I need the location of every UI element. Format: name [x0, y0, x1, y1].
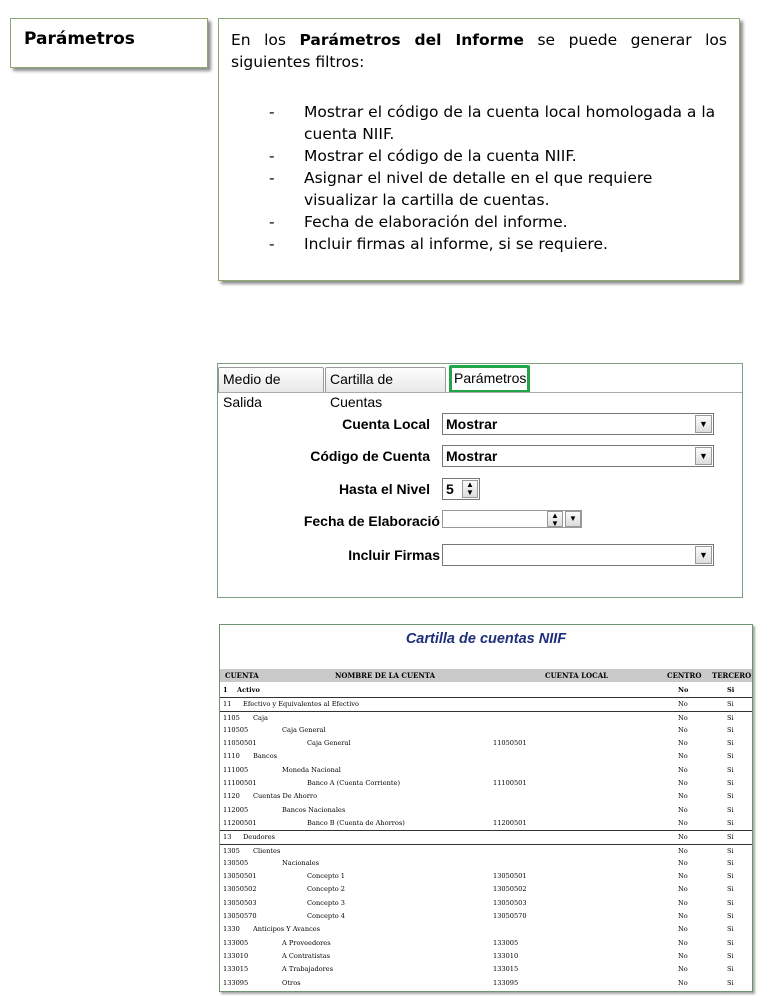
row-name: Nacionales	[282, 858, 320, 867]
row-tercero: Si	[727, 925, 734, 934]
cuenta-local-label: Cuenta Local	[342, 416, 430, 432]
chevron-down-icon[interactable]: ▼	[695, 546, 712, 564]
row-code: 1330	[223, 925, 240, 934]
row-code: 130505	[223, 858, 249, 867]
row-name: A Proveedores	[282, 938, 331, 947]
tab-parametros[interactable]: Parámetros	[449, 365, 530, 393]
row-code: 13050570	[223, 912, 257, 921]
row-tercero: Si	[727, 978, 734, 987]
header-cuenta: CUENTA	[225, 671, 259, 680]
hasta-nivel-value: 5	[446, 481, 454, 497]
row-codigo-cuenta	[218, 445, 742, 469]
row-name: Activo	[237, 686, 260, 694]
row-code: 11	[223, 700, 232, 709]
row-centro: No	[678, 713, 688, 722]
table-row	[220, 790, 752, 803]
table-row	[220, 844, 752, 857]
table-row	[220, 711, 752, 724]
row-name: Bancos	[253, 752, 278, 761]
row-name: Caja	[253, 713, 268, 722]
row-name: Cuentas De Ahorro	[253, 792, 318, 801]
row-local: 133005	[493, 938, 519, 947]
table-row	[220, 937, 752, 950]
row-name: Clientes	[253, 846, 281, 855]
row-code: 13050501	[223, 872, 257, 881]
table-row	[220, 737, 752, 750]
row-code: 13050503	[223, 898, 257, 907]
header-local: CUENTA LOCAL	[545, 671, 609, 680]
cuenta-local-select[interactable]	[442, 413, 714, 435]
row-tercero: Si	[727, 872, 734, 881]
row-tercero: Si	[727, 938, 734, 947]
row-code: 1120	[223, 792, 240, 801]
intro-suffix: se puede generar los siguientes filtros:	[231, 31, 727, 71]
table-row	[220, 923, 752, 936]
row-code: 112005	[223, 805, 249, 814]
row-name: Bancos Nacionales	[282, 805, 346, 814]
chevron-down-icon[interactable]: ▼	[695, 415, 712, 433]
table-row	[220, 684, 752, 697]
intro-prefix: En los	[231, 31, 286, 49]
row-local: 13050501	[493, 872, 527, 881]
row-tercero: Si	[727, 686, 735, 694]
row-name: Concepto 1	[307, 872, 345, 881]
row-tercero: Si	[727, 713, 734, 722]
report-header	[220, 669, 752, 682]
row-tercero: Si	[727, 805, 734, 814]
row-name: Banco B (Cuenta de Ahorros)	[307, 818, 405, 827]
section-label-box	[10, 18, 208, 68]
row-local: 133095	[493, 978, 519, 987]
table-row	[220, 897, 752, 910]
row-code: 1	[223, 686, 228, 694]
row-code: 111005	[223, 765, 249, 774]
table-row	[220, 804, 752, 817]
row-tercero: Si	[727, 765, 734, 774]
spinner-arrows-icon[interactable]: ▲ ▼	[547, 511, 563, 527]
row-tercero: Si	[727, 752, 734, 761]
row-code: 11200501	[223, 818, 257, 827]
table-row	[220, 724, 752, 737]
codigo-cuenta-value: Mostrar	[446, 448, 498, 464]
row-centro: No	[678, 898, 688, 907]
table-row	[220, 963, 752, 976]
tab-cartilla-de-cuentas[interactable]: Cartilla de Cuentas	[325, 367, 446, 392]
row-tercero: Si	[727, 792, 734, 801]
row-centro: No	[678, 725, 688, 734]
row-name: Concepto 4	[307, 912, 345, 921]
filters-list	[231, 101, 727, 255]
row-tercero: Si	[727, 700, 734, 709]
spinner-arrows-icon[interactable]: ▲ ▼	[462, 480, 478, 498]
cuenta-local-value: Mostrar	[446, 416, 498, 432]
row-local: 11050501	[493, 739, 527, 748]
row-code: 133015	[223, 965, 249, 974]
fecha-label: Fecha de Elaboració	[303, 513, 440, 529]
row-name: Efectivo y Equivalentes al Efectivo	[243, 700, 359, 709]
table-row	[220, 870, 752, 883]
row-name: Otros	[282, 978, 301, 987]
codigo-cuenta-select[interactable]	[442, 445, 714, 467]
row-code: 133010	[223, 951, 249, 960]
firmas-label: Incluir Firmas	[348, 547, 440, 563]
report-rows	[220, 684, 752, 990]
row-centro: No	[678, 912, 688, 921]
row-centro: No	[678, 752, 688, 761]
row-tercero: Si	[727, 965, 734, 974]
row-local: 13050503	[493, 898, 527, 907]
row-code: 11050501	[223, 739, 257, 748]
row-code: 13050502	[223, 885, 257, 894]
firmas-select[interactable]	[442, 544, 714, 566]
row-local: 11100501	[493, 779, 527, 788]
table-row	[220, 910, 752, 923]
row-tercero: Si	[727, 912, 734, 921]
row-name: Caja General	[282, 725, 326, 734]
row-centro: No	[678, 885, 688, 894]
tab-divider	[218, 392, 742, 393]
row-name: Concepto 3	[307, 898, 345, 907]
row-centro: No	[678, 872, 688, 881]
row-local: 11200501	[493, 818, 527, 827]
row-tercero: Si	[727, 846, 734, 855]
table-row	[220, 777, 752, 790]
row-centro: No	[678, 805, 688, 814]
row-local: 133015	[493, 965, 519, 974]
row-centro: No	[678, 792, 688, 801]
row-tercero: Si	[727, 818, 734, 827]
row-code: 1110	[223, 752, 240, 761]
parametros-dialog	[217, 363, 743, 598]
row-centro: No	[678, 925, 688, 934]
row-centro: No	[678, 818, 688, 827]
row-tercero: Si	[727, 739, 734, 748]
row-local: 13050570	[493, 912, 527, 921]
tab-bar	[218, 364, 742, 410]
row-code: 133005	[223, 938, 249, 947]
row-local: 13050502	[493, 885, 527, 894]
filter-item: - Mostrar el código de la cuenta NIIF.	[269, 145, 727, 167]
row-code: 11100501	[223, 779, 257, 788]
row-code: 110505	[223, 725, 249, 734]
hasta-nivel-label: Hasta el Nivel	[338, 481, 430, 497]
row-name: Banco A (Cuenta Corriente)	[307, 779, 401, 788]
intro-bold: Parámetros del Informe	[299, 31, 524, 49]
row-tercero: Si	[727, 898, 734, 907]
filter-item: - Incluir firmas al informe, si se requiere.	[269, 233, 727, 255]
row-centro: No	[678, 686, 689, 694]
row-name: Anticipos Y Avances	[253, 925, 321, 934]
chevron-down-icon[interactable]: ▼	[565, 511, 581, 527]
row-tercero: Si	[727, 833, 734, 842]
description-box	[218, 18, 740, 281]
row-name: Caja General	[307, 739, 351, 748]
header-centro: CENTRO	[667, 671, 702, 680]
table-row	[220, 764, 752, 777]
row-local: 133010	[493, 951, 519, 960]
row-centro: No	[678, 978, 688, 987]
table-row	[220, 950, 752, 963]
filter-item: - Mostrar el código de la cuenta local homologada a la cuenta NIIF.	[269, 101, 727, 145]
row-centro: No	[678, 846, 688, 855]
fecha-input[interactable]	[442, 510, 582, 528]
row-hasta-nivel	[218, 478, 742, 502]
table-row	[220, 883, 752, 896]
row-fecha	[218, 510, 742, 534]
tab-medio-de-salida[interactable]: Medio de Salida	[218, 367, 324, 392]
row-tercero: Si	[727, 858, 734, 867]
row-centro: No	[678, 700, 688, 709]
row-centro: No	[678, 965, 688, 974]
header-nombre: NOMBRE DE LA CUENTA	[335, 671, 436, 680]
row-centro: No	[678, 858, 688, 867]
row-code: 1105	[223, 713, 240, 722]
row-firmas	[218, 544, 742, 568]
row-tercero: Si	[727, 885, 734, 894]
report-preview	[219, 624, 753, 992]
row-name: Concepto 2	[307, 885, 345, 894]
row-centro: No	[678, 938, 688, 947]
row-name: Moneda Nacional	[282, 765, 341, 774]
filter-item: - Asignar el nivel de detalle en el que requiere visualizar la cartilla de cuentas.	[269, 167, 727, 211]
description-intro	[231, 29, 727, 73]
row-code: 1305	[223, 846, 240, 855]
row-code: 133095	[223, 978, 249, 987]
table-row	[220, 817, 752, 830]
row-tercero: Si	[727, 951, 734, 960]
codigo-cuenta-label: Código de Cuenta	[310, 448, 430, 464]
row-centro: No	[678, 739, 688, 748]
row-centro: No	[678, 951, 688, 960]
row-name: A Contratistas	[282, 951, 330, 960]
row-tercero: Si	[727, 725, 734, 734]
row-centro: No	[678, 833, 688, 842]
row-tercero: Si	[727, 779, 734, 788]
table-row	[220, 857, 752, 870]
row-name: A Trabajadores	[282, 965, 334, 974]
row-code: 13	[223, 833, 232, 842]
hasta-nivel-spinner[interactable]	[442, 478, 480, 500]
table-row	[220, 697, 752, 710]
table-row	[220, 750, 752, 763]
table-row	[220, 830, 752, 843]
table-row	[220, 977, 752, 990]
report-title: Cartilla de cuentas NIIF	[405, 631, 567, 647]
row-centro: No	[678, 765, 688, 774]
row-centro: No	[678, 779, 688, 788]
chevron-down-icon[interactable]: ▼	[695, 447, 712, 465]
row-name: Deudores	[243, 833, 276, 842]
header-tercero: TERCERO	[712, 671, 752, 680]
section-label: Parámetros	[24, 29, 135, 49]
filter-item: - Fecha de elaboración del informe.	[269, 211, 727, 233]
row-cuenta-local	[218, 413, 742, 437]
